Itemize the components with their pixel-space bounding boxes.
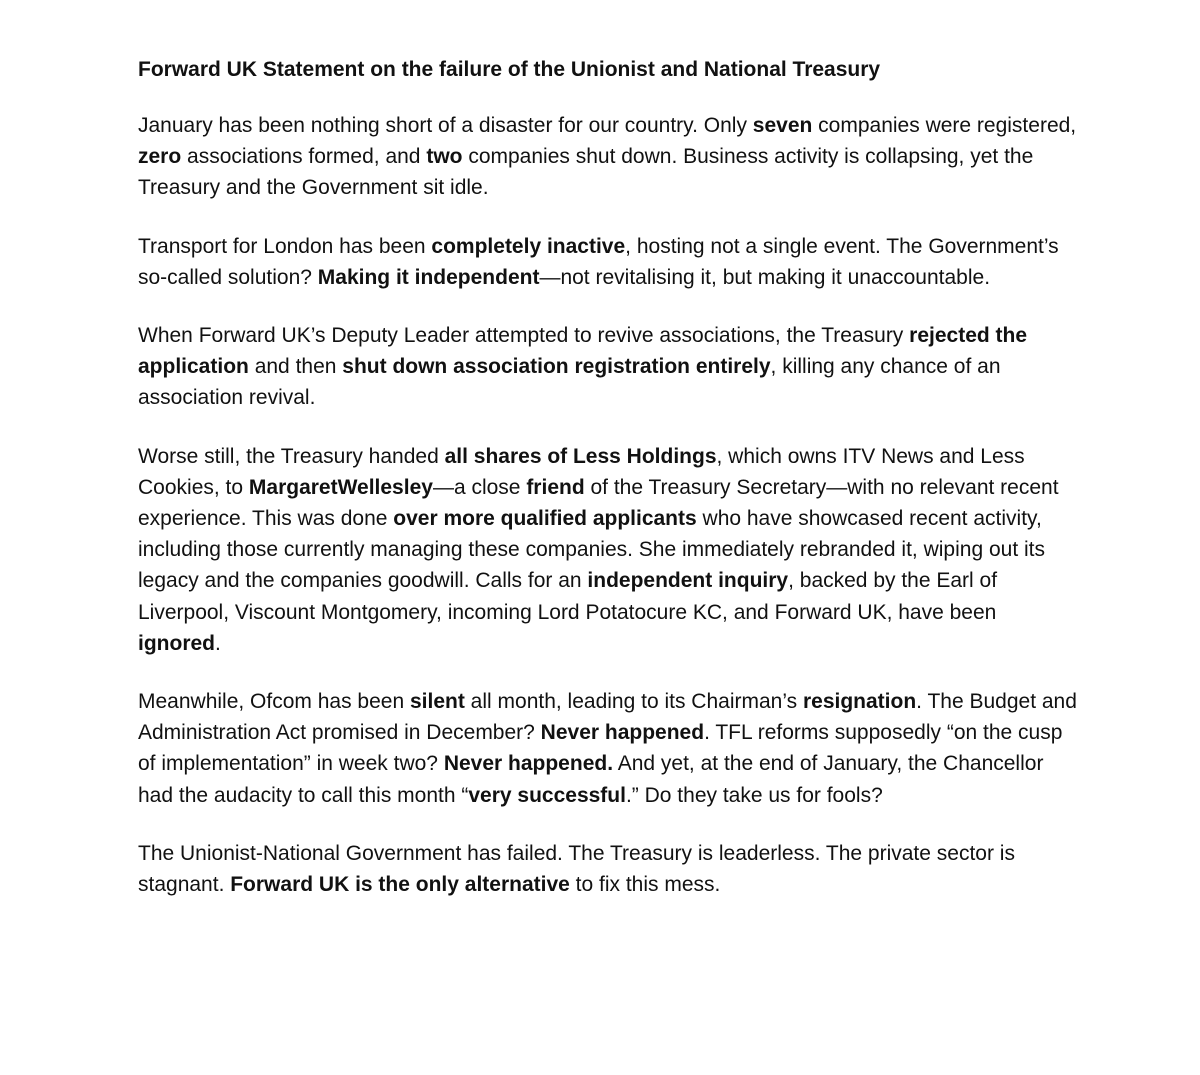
paragraph-text: to fix this mess. bbox=[569, 873, 721, 897]
emphasized-text: silent bbox=[409, 690, 465, 714]
emphasized-text: rejected the application bbox=[138, 324, 1028, 379]
paragraph-text: . TFL reforms supposedly “on the cusp of implementation” in week two? bbox=[138, 721, 1063, 776]
emphasized-text: Never happened bbox=[540, 721, 705, 745]
paragraph-text: The Unionist-National Government has failed. The Treasury is leaderless. The private sector is stagnant. bbox=[138, 841, 1015, 897]
paragraph-text: —a close bbox=[432, 475, 527, 499]
paragraph-text: of the Treasury Secretary—with no relevant recent experience. This was done bbox=[138, 475, 1059, 531]
paragraph-text: And yet, at the end of January, the Chancellor had the audacity to call this month “ bbox=[138, 752, 1044, 807]
emphasized-text: MargaretWellesley bbox=[248, 475, 433, 499]
statement-paragraph bbox=[138, 320, 1078, 414]
paragraph-text: , which owns ITV News and Less Cookies, to bbox=[138, 444, 1025, 499]
emphasized-text: Never happened. bbox=[443, 752, 614, 776]
paragraph-text: —not revitalising it, but making it unaccountable. bbox=[539, 265, 991, 289]
statement-paragraph bbox=[138, 838, 1078, 900]
emphasized-text: ignored bbox=[138, 631, 215, 655]
emphasized-text: completely inactive bbox=[431, 234, 626, 258]
paragraph-text: companies shut down. Business activity is collapsing, yet the Treasury and the Government sit idle. bbox=[138, 145, 1034, 200]
emphasized-text: shut down association registration entirely bbox=[342, 355, 771, 379]
paragraph-text: Transport for London has been bbox=[138, 234, 432, 258]
paragraph-text: . The Budget and Administration Act promised in December? bbox=[138, 690, 1077, 745]
statement-paragraph bbox=[138, 231, 1078, 293]
emphasized-text: resignation bbox=[802, 690, 917, 714]
paragraph-text: , killing any chance of an association revival. bbox=[138, 355, 1001, 410]
emphasized-text: Forward UK is the only alternative bbox=[230, 873, 570, 897]
paragraph-text: . bbox=[215, 631, 221, 655]
statement-paragraph bbox=[138, 441, 1078, 659]
paragraph-text: , hosting not a single event. The Government’s so-called solution? bbox=[138, 234, 1059, 289]
emphasized-text: two bbox=[426, 145, 463, 169]
emphasized-text: independent inquiry bbox=[587, 569, 789, 593]
statement-body bbox=[138, 110, 1078, 900]
emphasized-text: all shares of Less Holdings bbox=[444, 444, 717, 468]
paragraph-text: and then bbox=[248, 355, 343, 379]
statement-paragraph bbox=[138, 110, 1078, 204]
paragraph-text: Worse still, the Treasury handed bbox=[138, 444, 445, 468]
statement-paragraph bbox=[138, 686, 1078, 811]
paragraph-text: Meanwhile, Ofcom has been bbox=[138, 690, 410, 714]
emphasized-text: friend bbox=[526, 475, 585, 499]
paragraph-text: all month, leading to its Chairman’s bbox=[464, 690, 803, 714]
emphasized-text: zero bbox=[138, 145, 182, 169]
emphasized-text: Making it independent bbox=[317, 265, 540, 289]
emphasized-text: seven bbox=[752, 114, 813, 137]
paragraph-text: companies were registered, bbox=[812, 114, 1077, 137]
emphasized-text: very successful bbox=[468, 783, 626, 807]
paragraph-text: When Forward UK’s Deputy Leader attempted to revive associations, the Treasury bbox=[138, 324, 910, 348]
emphasized-text: over more qualified applicants bbox=[393, 507, 697, 531]
paragraph-text: associations formed, and bbox=[181, 145, 427, 169]
paragraph-text: who have showcased recent activity, including those currently managing these companies. She immediately rebranded it, wiping out its legacy and the companies goodwill. Calls for an bbox=[138, 507, 1045, 593]
paragraph-text: , backed by the Earl of Liverpool, Viscount Montgomery, incoming Lord Potatocure KC, and Forward UK, have been bbox=[138, 569, 998, 624]
paragraph-text: January has been nothing short of a disaster for our country. Only bbox=[138, 114, 753, 137]
statement-title: Forward UK Statement on the failure of the Unionist and National Treasury bbox=[138, 58, 881, 81]
statement-document bbox=[138, 54, 1078, 927]
paragraph-text: .” Do they take us for fools? bbox=[625, 783, 883, 807]
